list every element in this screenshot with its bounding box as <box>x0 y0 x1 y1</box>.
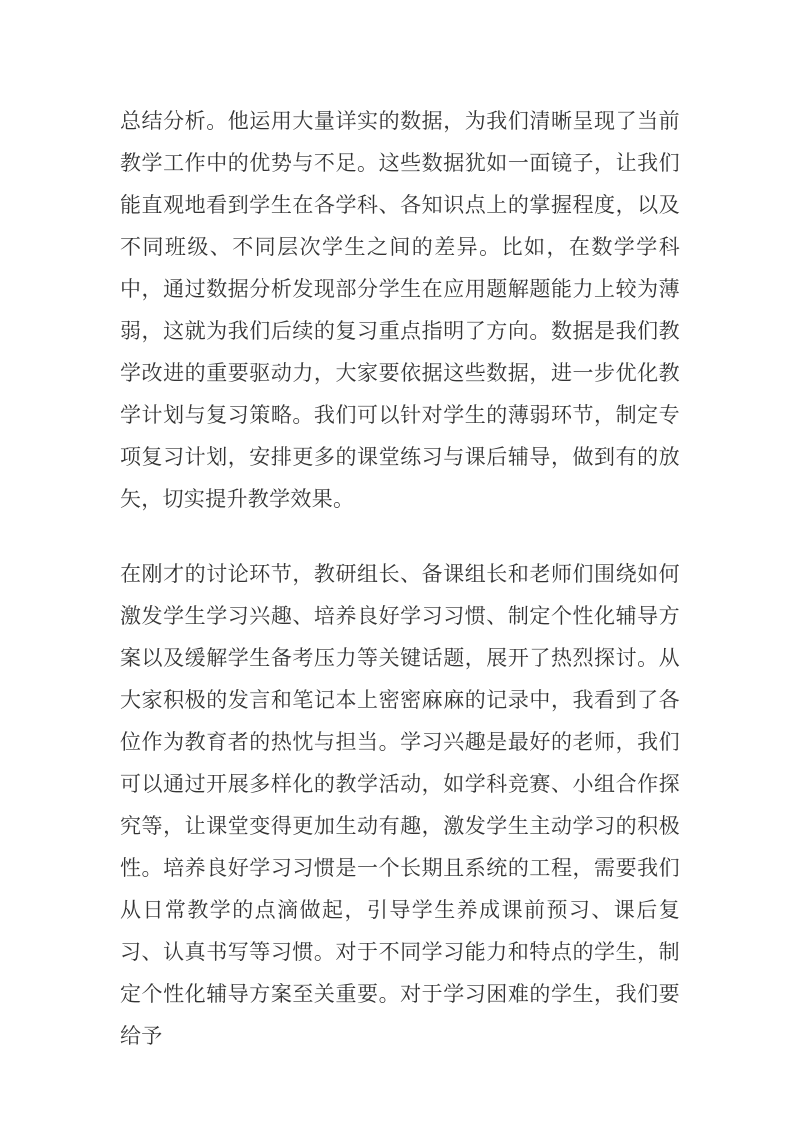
body-paragraph-2: 在刚才的讨论环节，教研组长、备课组长和老师们围绕如何激发学生学习兴趣、培养良好学习习惯、制定个性化辅导方案以及缓解学生备考压力等关键话题，展开了热烈探讨。从大家积极的发言和笔记本上密密麻麻的记录中，我看到了各位作为教育者的热忱与担当。学习兴趣是最好的老师，我们可以通过开展多样化的教学活动，如学科竞赛、小组合作探究等，让课堂变得更加生动有趣，激发学生主动学习的积极性。培养良好学习习惯是一个长期且系统的工程，需要我们从日常教学的点滴做起，引导学生养成课前预习、课后复习、认真书写等习惯。对于不同学习能力和特点的学生，制定个性化辅导方案至关重要。对于学习困难的学生，我们要给予 <box>120 562 680 1048</box>
body-paragraph-1: 总结分析。他运用大量详实的数据，为我们清晰呈现了当前教学工作中的优势与不足。这些数据犹如一面镜子，让我们能直观地看到学生在各学科、各知识点上的掌握程度，以及不同班级、不同层次学生之间的差异。比如，在数学学科中，通过数据分析发现部分学生在应用题解题能力上较为薄弱，这就为我们后续的复习重点指明了方向。数据是我们教学改进的重要驱动力，大家要依据这些数据，进一步优化教学计划与复习策略。我们可以针对学生的薄弱环节，制定专项复习计划，安排更多的课堂练习与课后辅导，做到有的放矢，切实提升教学效果。 <box>120 109 680 511</box>
